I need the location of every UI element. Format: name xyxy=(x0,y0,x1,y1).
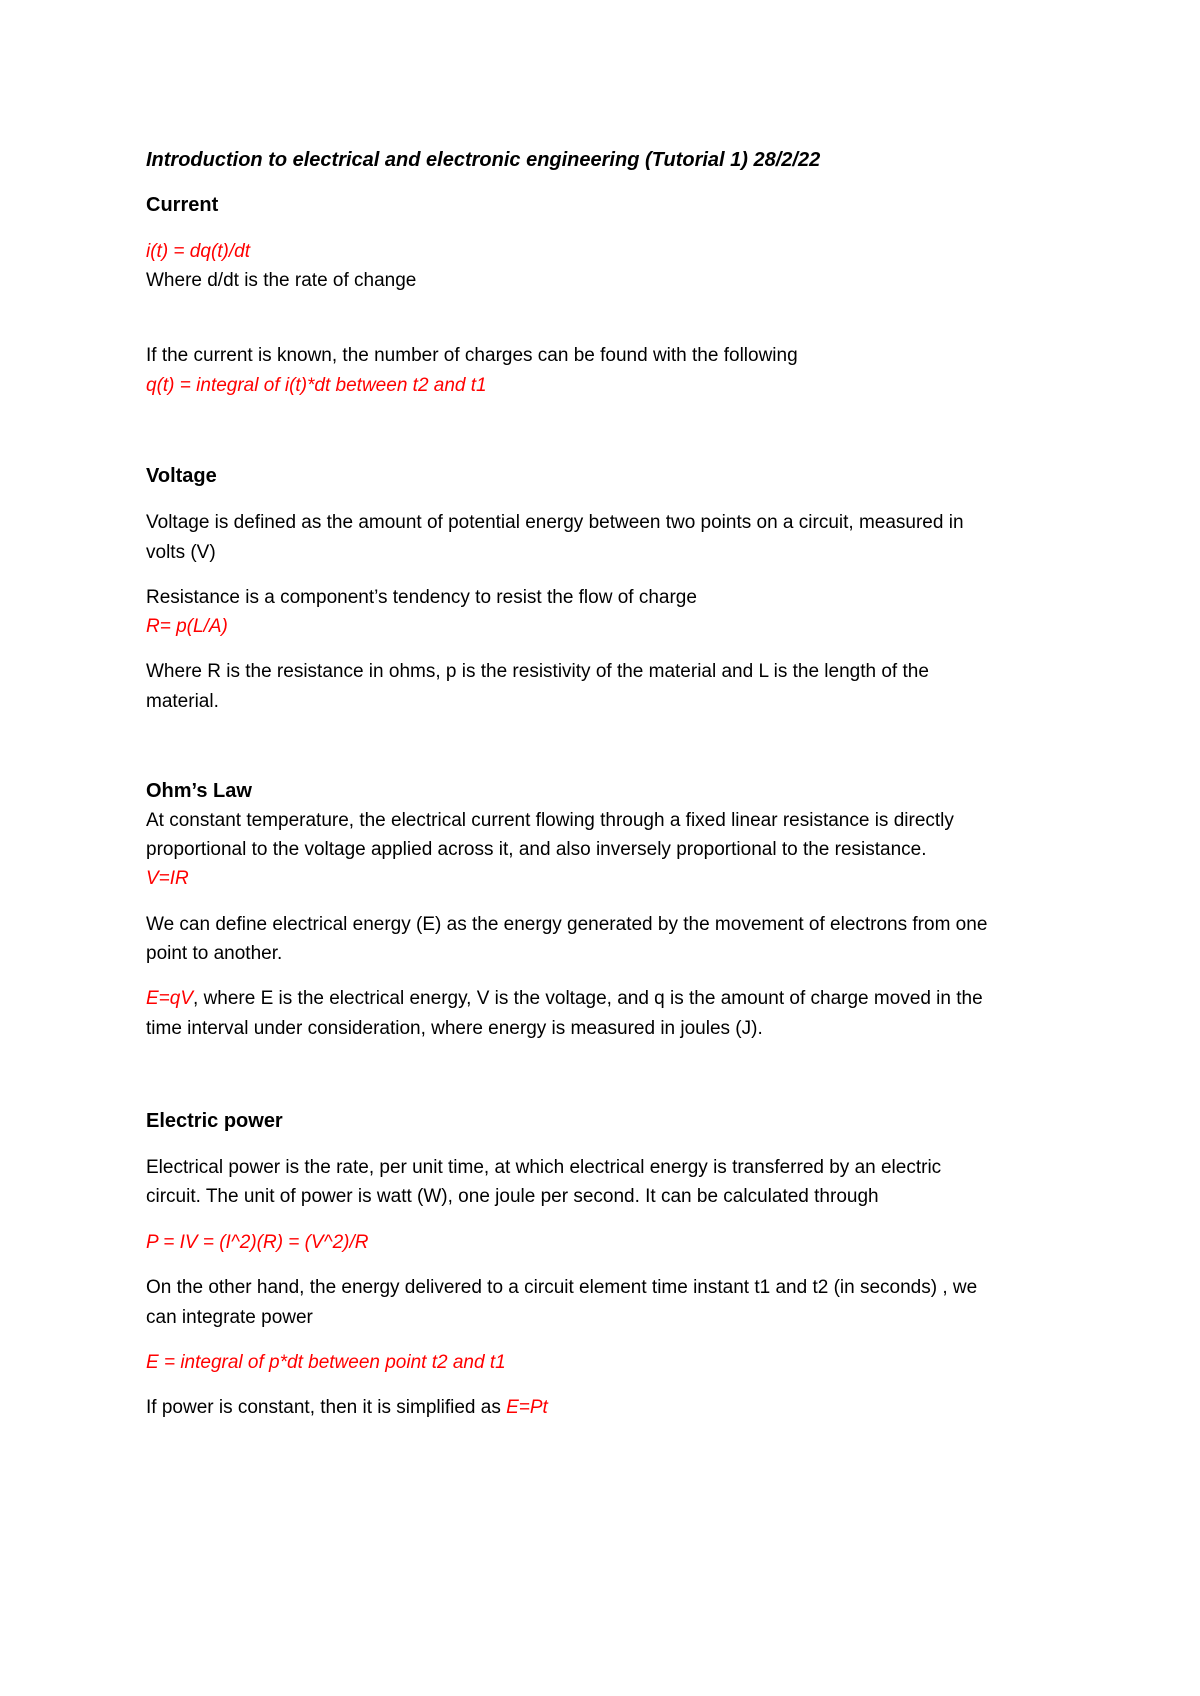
power-text-line: can integrate power xyxy=(146,1307,313,1328)
heading-ohms-law: Ohm’s Law xyxy=(146,780,252,802)
power-text-line: On the other hand, the energy delivered to a circuit element time instant t1 and t2 (in seconds) , we xyxy=(146,1277,978,1298)
energy-definition-text: , where E is the electrical energy, V is the voltage, and q is the amount of charge moved in the xyxy=(193,988,983,1009)
constant-power-line xyxy=(146,1393,548,1422)
formula-ohms-law: V=IR xyxy=(146,868,189,889)
formula-energy-integral: E = integral of p*dt between point t2 and t1 xyxy=(146,1352,506,1373)
ohms-law-text-line: proportional to the voltage applied across it, and also inversely proportional to the resistance. xyxy=(146,839,927,860)
formula-power: P = IV = (I^2)(R) = (V^2)/R xyxy=(146,1232,369,1253)
voltage-text-line: volts (V) xyxy=(146,542,216,563)
ohms-law-text-line: At constant temperature, the electrical current flowing through a fixed linear resistance is directly xyxy=(146,810,954,831)
power-text-line: Electrical power is the rate, per unit time, at which electrical energy is transferred by an electric xyxy=(146,1157,942,1178)
resistance-text-line: Where R is the resistance in ohms, p is the resistivity of the material and L is the length of the xyxy=(146,661,929,682)
current-text-line: Where d/dt is the rate of change xyxy=(146,270,417,291)
heading-voltage: Voltage xyxy=(146,465,217,487)
energy-text-line: time interval under consideration, where energy is measured in joules (J). xyxy=(146,1018,763,1039)
current-text-line: If the current is known, the number of charges can be found with the following xyxy=(146,345,798,366)
voltage-text-line: Voltage is defined as the amount of potential energy between two points on a circuit, measured in xyxy=(146,512,964,533)
energy-text-line: point to another. xyxy=(146,943,283,964)
formula-charge-integral: q(t) = integral of i(t)*dt between t2 and t1 xyxy=(146,375,487,396)
power-text-line: circuit. The unit of power is watt (W), one joule per second. It can be calculated through xyxy=(146,1186,879,1207)
formula-resistance: R= p(L/A) xyxy=(146,616,228,637)
formula-electrical-energy: E=qV xyxy=(146,988,194,1009)
formula-current-derivative: i(t) = dq(t)/dt xyxy=(146,241,250,262)
formula-energy-constant-power: E=Pt xyxy=(506,1397,548,1418)
energy-text-line: We can define electrical energy (E) as the energy generated by the movement of electrons from one xyxy=(146,914,988,935)
heading-electric-power: Electric power xyxy=(146,1110,283,1132)
document-title: Introduction to electrical and electronic engineering (Tutorial 1) 28/2/22 xyxy=(146,149,821,171)
constant-power-text: If power is constant, then it is simplified as xyxy=(146,1397,507,1418)
energy-definition-line xyxy=(146,984,983,1013)
heading-current: Current xyxy=(146,194,219,216)
resistance-text-line: Resistance is a component’s tendency to resist the flow of charge xyxy=(146,587,697,608)
resistance-text-line: material. xyxy=(146,691,219,712)
